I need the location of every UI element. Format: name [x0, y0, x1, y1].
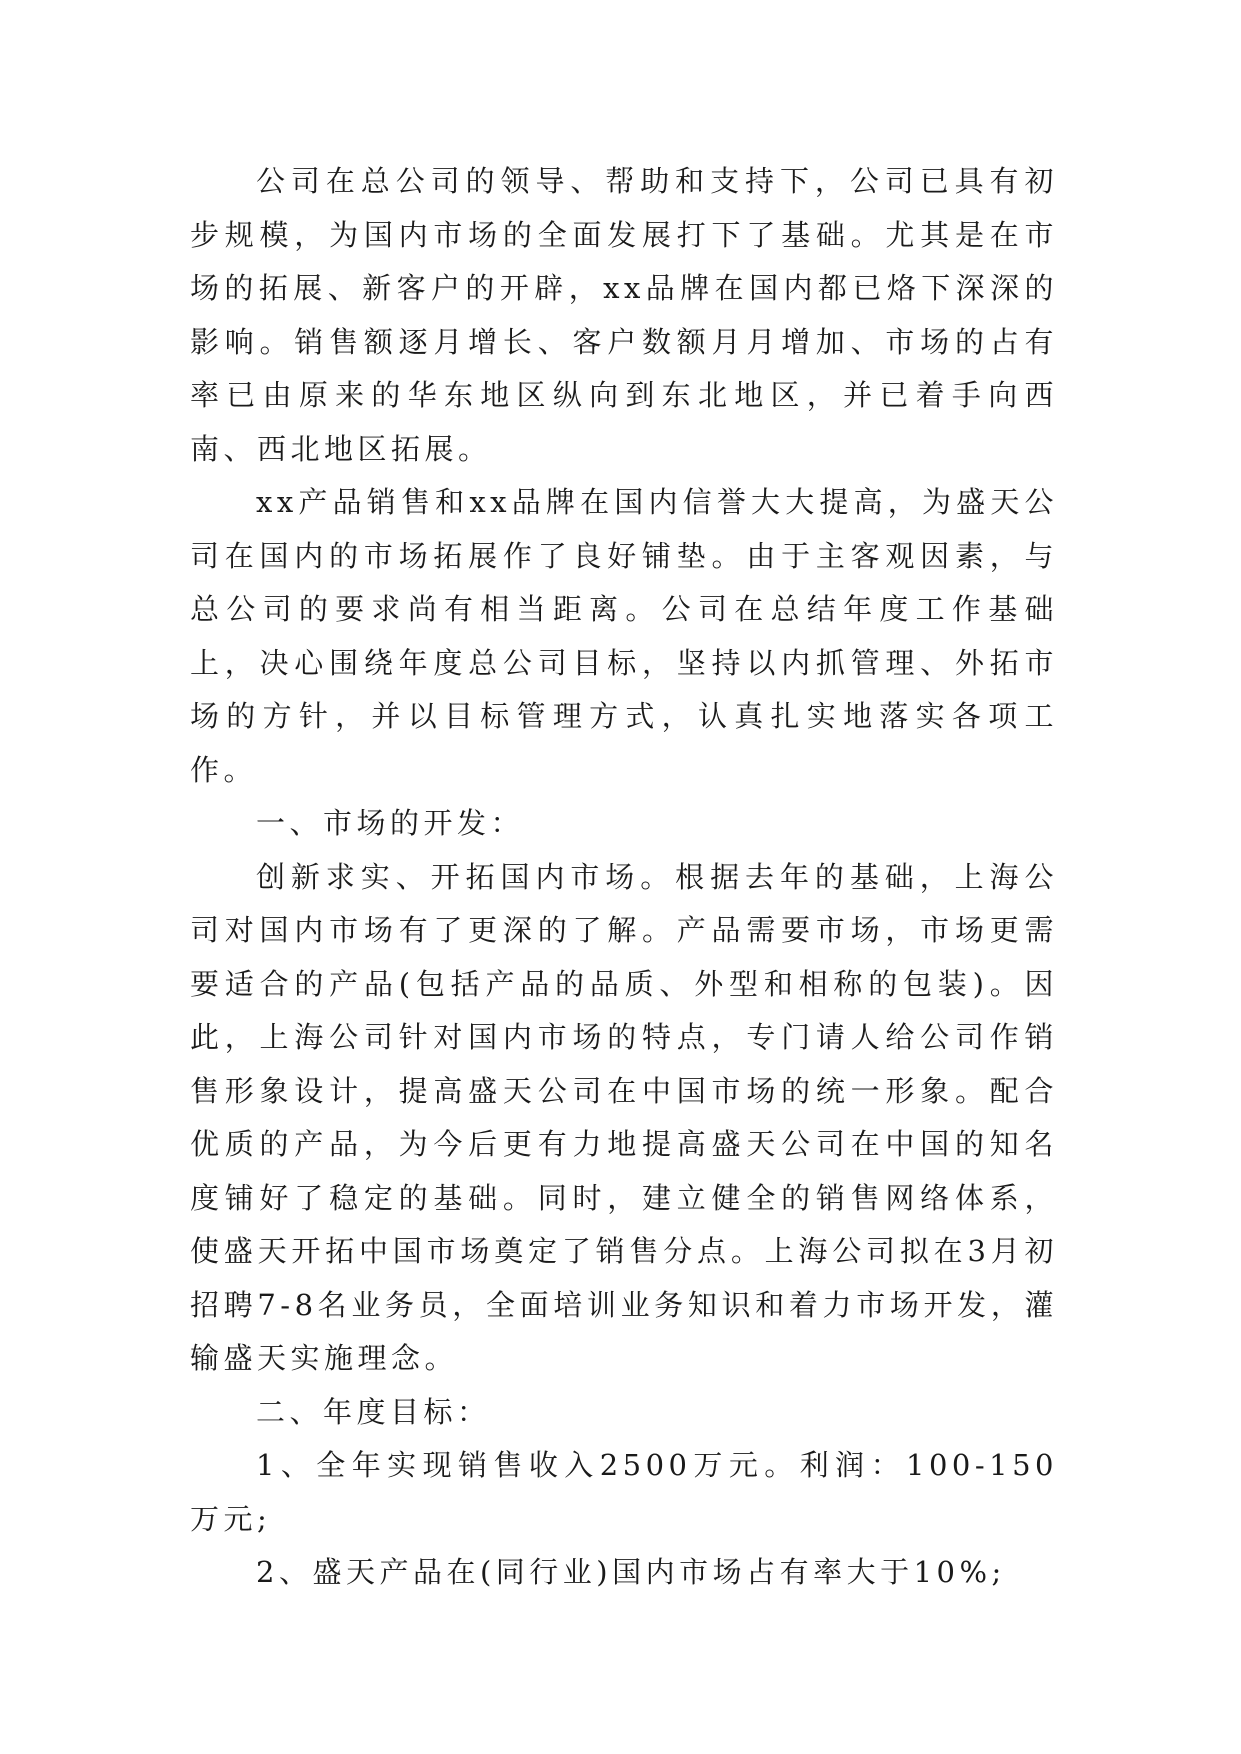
- paragraph-brand-reputation: xx产品销售和xx品牌在国内信誉大大提高，为盛天公司在国内的市场拓展作了良好铺垫。由于主客观因素，与总公司的要求尚有相当距离。公司在总结年度工作基础上，决心围绕年度总公司目标，坚持以内抓管理、外拓市场的方针，并以目标管理方式，认真扎实地落实各项工作。: [190, 485, 1058, 787]
- paragraph-intro: 公司在总公司的领导、帮助和支持下，公司已具有初步规模，为国内市场的全面发展打下了基础。尤其是在市场的拓展、新客户的开辟，xx品牌在国内都已烙下深深的影响。销售额逐月增长、客户数额月月增加、市场的占有率已由原来的华东地区纵向到东北地区，并已着手向西南、西北地区拓展。: [190, 164, 1058, 466]
- document-body: [190, 155, 1058, 1600]
- paragraph-market-development: 创新求实、开拓国内市场。根据去年的基础，上海公司对国内市场有了更深的了解。产品需要市场，市场更需要适合的产品(包括产品的品质、外型和相称的包装)。因此，上海公司针对国内市场的特点，专门请人给公司作销售形象设计，提高盛天公司在中国市场的统一形象。配合优质的产品，为今后更有力地提高盛天公司在中国的知名度铺好了稳定的基础。同时，建立健全的销售网络体系，使盛天开拓中国市场奠定了销售分点。上海公司拟在3月初招聘7-8名业务员，全面培训业务知识和着力市场开发，灌输盛天实施理念。: [190, 859, 1058, 1375]
- goal-item-market-share: 2、盛天产品在(同行业)国内市场占有率大于10%;: [256, 1555, 1006, 1589]
- goal-item-revenue: 1、全年实现销售收入2500万元。利润：100-150万元;: [190, 1448, 1058, 1536]
- section-heading-annual-goals: 二、年度目标：: [256, 1394, 491, 1429]
- section-heading-market-development: 一、市场的开发：: [256, 806, 525, 840]
